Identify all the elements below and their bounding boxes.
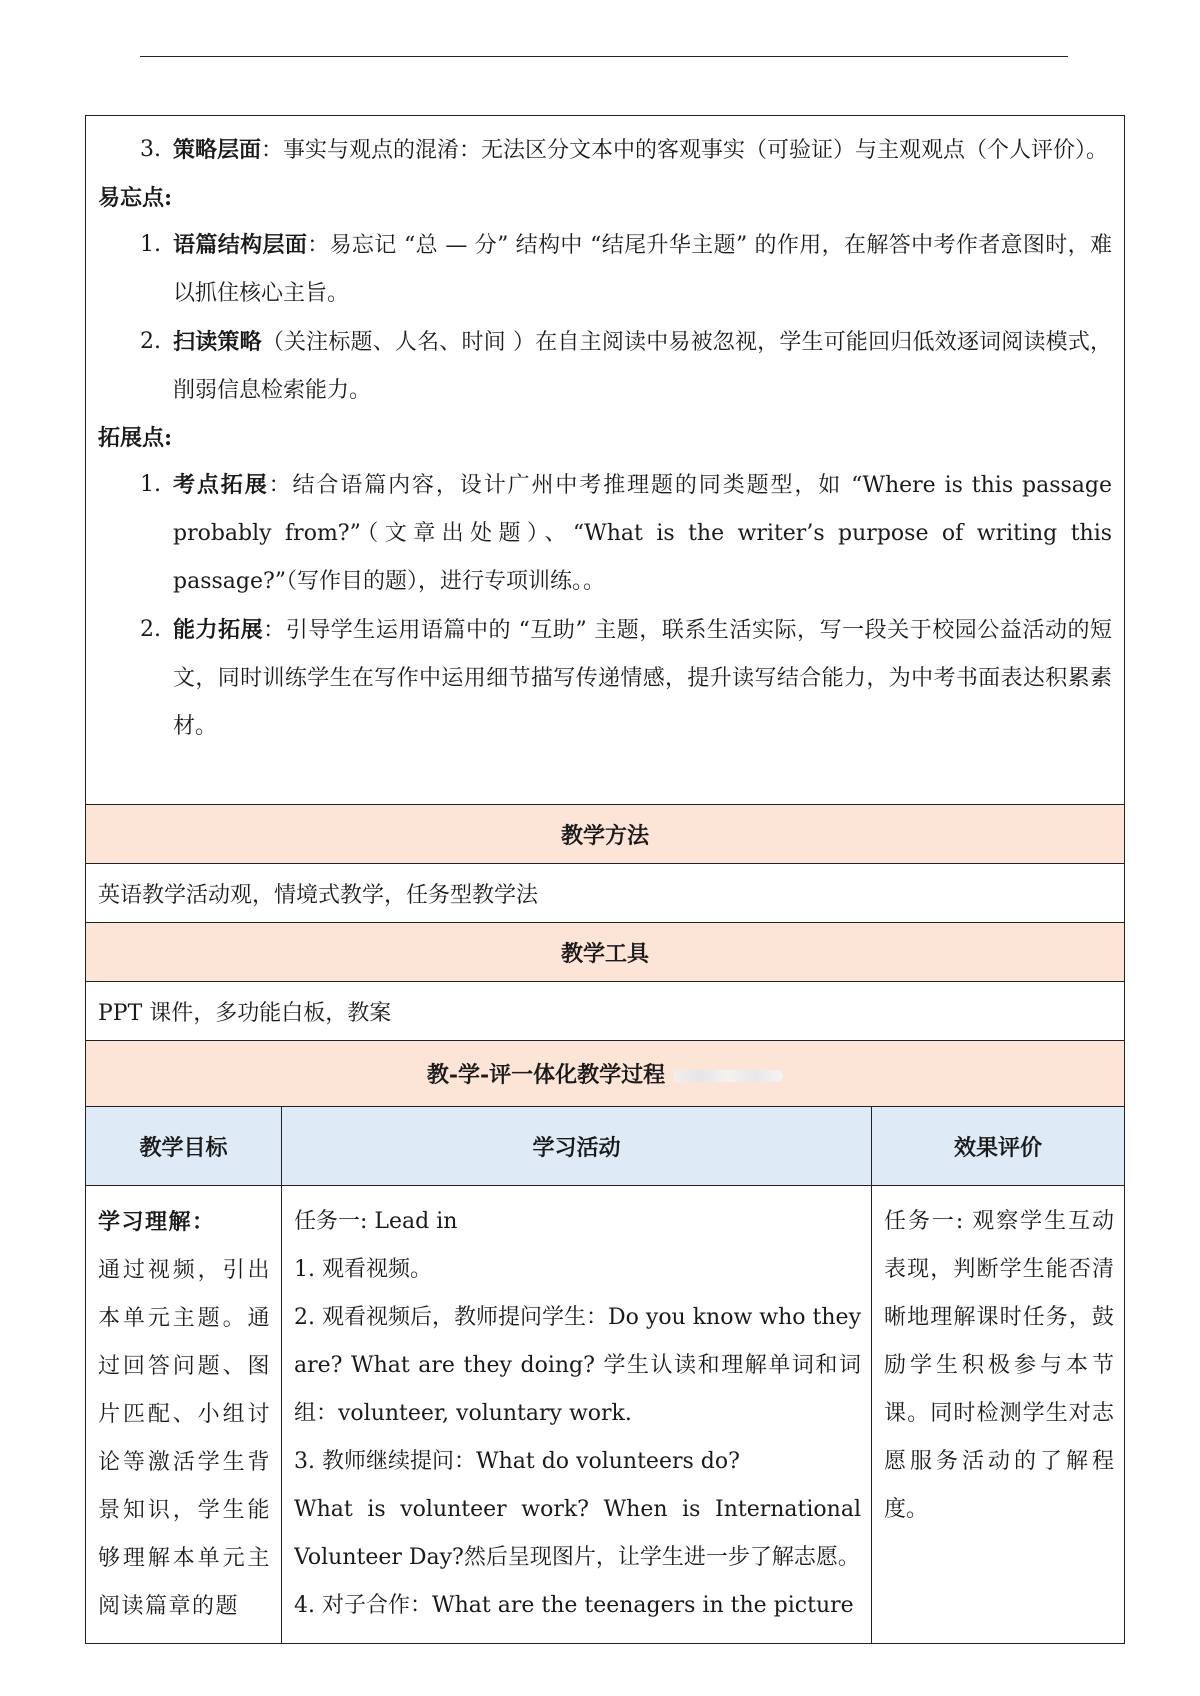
tools-heading: 教学工具 <box>86 923 1125 982</box>
item-keyword: 策略层面 <box>173 137 262 163</box>
item-number: 2. <box>140 329 161 354</box>
item-number: 2. <box>140 617 161 642</box>
tools-content: PPT 课件，多功能白板，教案 <box>86 982 1125 1041</box>
activity-line: What is volunteer work? When is International Volunteer Day?然后呈现图片，让学生进一步了解志愿。 <box>294 1497 861 1570</box>
item-number: 1. <box>140 232 161 257</box>
notes-cell <box>86 116 1125 805</box>
item-text: ：引导学生运用语篇中的 “互助” 主题，联系生活实际，写一段关于校园公益活动的短文，同时训练学生在写作中运用细节描写传递情感，提升读写结合能力，为中考书面表达积累素材。 <box>173 618 1113 739</box>
goal-title: 学习理解： <box>98 1209 216 1235</box>
column-header-activity: 学习活动 <box>282 1107 872 1186</box>
activity-line: 2. 观看视频后，教师提问学生：Do you know who they are? What are they doing? 学生认读和理解单词和词组：volunteer, voluntary work. <box>294 1305 861 1426</box>
forget-item <box>98 318 1112 415</box>
evaluation-cell <box>872 1186 1125 1644</box>
item-text: ：事实与观点的混淆：无法区分文本中的客观事实（可验证）与主观观点（个人评价）。 <box>261 138 1109 163</box>
methods-content-row <box>86 864 1125 923</box>
process-heading-cell <box>86 1041 1125 1107</box>
extend-heading: 拓展点: <box>98 425 173 451</box>
goal-cell <box>86 1186 282 1644</box>
notes-row <box>86 116 1125 805</box>
methods-heading: 教学方法 <box>86 805 1125 864</box>
header-rule <box>140 56 1068 57</box>
activity-line: 3. 教师继续提问：What do volunteers do? <box>294 1449 740 1474</box>
process-heading-row <box>86 1041 1125 1107</box>
item-keyword: 语篇结构层面 <box>173 232 308 258</box>
process-row <box>86 1186 1125 1644</box>
activity-line: 4. 对子合作：What are the teenagers in the picture <box>294 1593 854 1618</box>
tools-content-row <box>86 982 1125 1041</box>
extend-item <box>98 461 1112 606</box>
forget-item <box>98 221 1112 318</box>
column-header-goal: 教学目标 <box>86 1107 282 1186</box>
column-header-evaluation: 效果评价 <box>872 1107 1125 1186</box>
item-number: 1. <box>140 472 161 497</box>
extend-item <box>98 606 1112 751</box>
evaluation-text: 任务一: 观察学生互动表现，判断学生能否清晰地理解课时任务，鼓励学生积极参与本节课。同时检测学生对志愿服务活动的了解程度。 <box>884 1209 1115 1522</box>
methods-content: 英语教学活动观，情境式教学，任务型教学法 <box>86 864 1125 923</box>
item-text: ：结合语篇内容，设计广州中考推理题的同类题型，如 “Where is this passage probably from?”（文章出处题）、“What is the writer’s purpose of writing this passage?”（写作目的题），进行专项训练。。 <box>173 473 1113 594</box>
lesson-plan-table <box>85 115 1125 1644</box>
activity-cell <box>282 1186 872 1644</box>
methods-heading-row <box>86 805 1125 864</box>
item-keyword: 扫读策略 <box>173 329 262 355</box>
goal-text: 通过视频，引出本单元主题。通过回答问题、图片匹配、小组讨论等激活学生背景知识，学生能够理解本单元主阅读篇章的题 <box>98 1258 271 1619</box>
item-text: ：易忘记 “总 — 分” 结构中 “结尾升华主题” 的作用，在解答中考作者意图时，难以抓住核心主旨。 <box>173 233 1113 306</box>
activity-line: 1. 观看视频。 <box>294 1257 432 1282</box>
item-number: 3. <box>140 137 161 162</box>
watermark-smudge <box>673 1070 783 1082</box>
item-keyword: 能力拓展 <box>173 617 264 643</box>
tools-heading-row <box>86 923 1125 982</box>
strategy-item <box>98 126 1112 175</box>
process-heading: 教-学-评一体化教学过程 <box>426 1062 666 1088</box>
activity-line: 任务一: Lead in <box>294 1209 458 1234</box>
item-text: （关注标题、人名、时间 ）在自主阅读中易被忽视，学生可能回归低效逐词阅读模式，削弱信息检索能力。 <box>173 330 1113 403</box>
column-header-row <box>86 1107 1125 1186</box>
forget-heading: 易忘点: <box>98 185 173 211</box>
item-keyword: 考点拓展 <box>173 472 269 498</box>
